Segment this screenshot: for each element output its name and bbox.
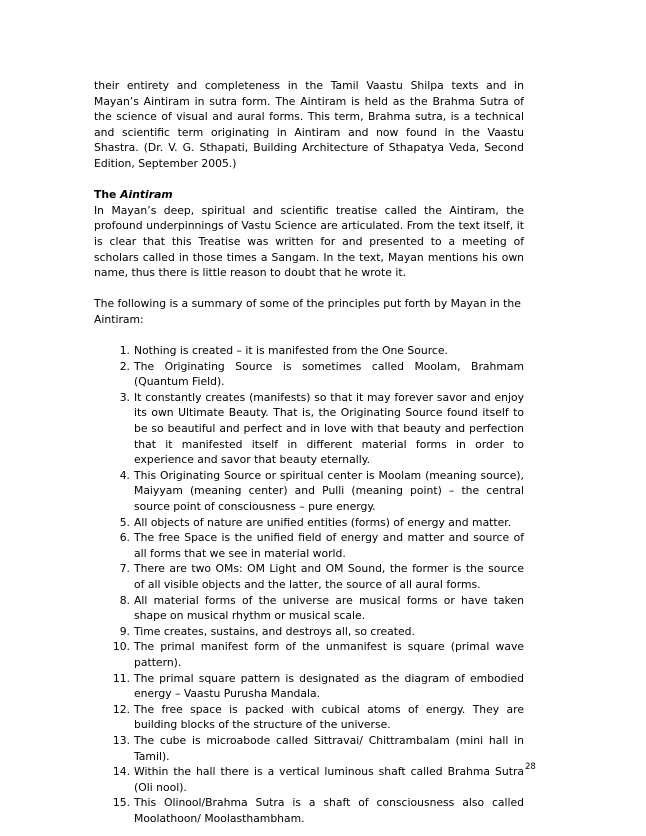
list-item-text: It constantly creates (manifests) so that it may forever savor and enjoy its own Ultimate Beauty. That is, the Originating Source found itself to be so beautiful and perfect and in love with that beauty and perfection that it manifested itself in different material forms in order to experience and savor that beauty eternally.	[134, 390, 524, 467]
list-item-number: 10.	[112, 640, 130, 654]
list-item-number: 5.	[119, 515, 130, 529]
list-item	[94, 530, 524, 561]
list-item	[94, 593, 524, 624]
heading-italic: Aintiram	[120, 188, 173, 202]
list-item-text: The primal manifest form of the unmanifest is square (primal wave pattern).	[134, 640, 524, 669]
page-body	[94, 78, 524, 827]
list-item	[94, 561, 524, 592]
list-item-text: The primal square pattern is designated as the diagram of embodied energy – Vaastu Purusha Mandala.	[134, 671, 524, 701]
list-item	[94, 515, 524, 531]
list-item-text: Time creates, sustains, and destroys all, so created.	[134, 624, 415, 638]
list-item-number: 1.	[119, 344, 130, 358]
principles-list	[94, 343, 524, 826]
list-item-number: 11.	[112, 671, 130, 685]
list-item-number: 8.	[119, 593, 130, 607]
list-item-text: The cube is microabode called Sittravai/ Chittrambalam (mini hall in Tamil).	[134, 733, 524, 763]
list-item	[94, 343, 524, 359]
list-item	[94, 390, 524, 468]
list-item	[94, 359, 524, 390]
list-item-number: 3.	[119, 390, 130, 404]
list-item	[94, 468, 524, 515]
list-item-number: 4.	[119, 468, 130, 482]
list-item	[94, 639, 524, 670]
list-item-number: 12.	[112, 702, 130, 716]
page-number: 28	[525, 762, 536, 772]
list-item-number: 2.	[119, 359, 130, 373]
list-item-number: 15.	[112, 796, 130, 810]
list-item-text: Within the hall there is a vertical luminous shaft called Brahma Sutra (Oli nool).	[134, 765, 524, 794]
paragraph-intro: their entirety and completeness in the Tamil Vaastu Shilpa texts and in Mayan’s Aintiram in sutra form. The Aintiram is held as the Brahma Sutra of the science of visual and aural forms. This term, Brahma sutra, is a technical and scientific term originating in Aintiram and now found in the Vaastu Shastra. (Dr. V. G. Sthapati, Building Architecture of Sthapatya Veda, Second Edition, September 2005.)	[94, 79, 524, 170]
list-item-number: 14.	[112, 765, 130, 779]
list-item	[94, 624, 524, 640]
list-item-number: 7.	[119, 562, 130, 576]
list-item-text: Nothing is created – it is manifested from the One Source.	[134, 344, 448, 358]
section-heading	[94, 187, 524, 203]
paragraph-aintiram: In Mayan’s deep, spiritual and scientific treatise called the Aintiram, the profound underpinnings of Vastu Science are articulated. From the text itself, it is clear that this Treatise was written for and presented to a meeting of scholars called in those times a Sangam. In the text, Mayan mentions his own name, thus there is little reason to doubt that he wrote it.	[94, 203, 524, 280]
paragraph-summary-intro: The following is a summary of some of the principles put forth by Mayan in the Aintiram:	[94, 297, 521, 326]
list-item	[94, 795, 524, 826]
list-item-text: All objects of nature are unified entities (forms) of energy and matter.	[134, 515, 512, 529]
list-item-text: The free Space is the unified field of energy and matter and source of all forms that we see in material world.	[134, 531, 524, 560]
list-item-number: 6.	[119, 531, 130, 545]
list-item-text: This Originating Source or spiritual center is Moolam (meaning source), Maiyyam (meaning center) and Pulli (meaning point) – the central source point of consciousness – pure energy.	[134, 468, 524, 514]
list-item	[94, 702, 524, 733]
list-item-text: All material forms of the universe are musical forms or have taken shape on musical rhythm or musical scale.	[134, 593, 524, 623]
list-item	[94, 671, 524, 702]
list-item	[94, 764, 524, 795]
list-item-text: The free space is packed with cubical atoms of energy. They are building blocks of the structure of the universe.	[134, 702, 524, 732]
heading-prefix: The	[94, 188, 121, 202]
list-item-number: 13.	[112, 733, 130, 747]
list-item	[94, 733, 524, 764]
list-item-text: There are two OMs: OM Light and OM Sound, the former is the source of all visible objects and the latter, the source of all aural forms.	[134, 562, 524, 591]
list-item-text: This Olinool/Brahma Sutra is a shaft of consciousness also called Moolathoon/ Moolasthambham.	[134, 796, 524, 825]
list-item-text: The Originating Source is sometimes called Moolam, Brahmam (Quantum Field).	[134, 359, 524, 389]
list-item-number: 9.	[119, 624, 130, 638]
